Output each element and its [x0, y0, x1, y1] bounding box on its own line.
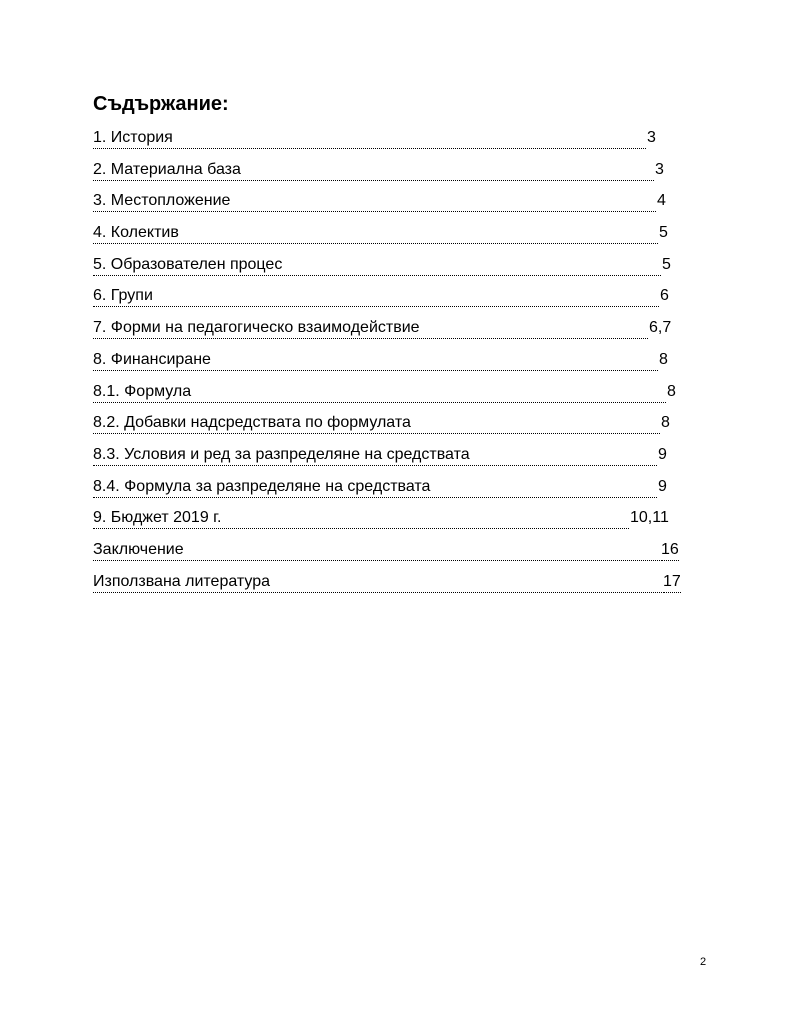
toc-entry[interactable]: [93, 350, 693, 382]
toc-entry[interactable]: [93, 128, 693, 160]
toc-entry-label[interactable]: 4. Колектив: [93, 223, 658, 244]
toc-entry-page: 16: [661, 540, 679, 561]
toc-entry-label[interactable]: 1. История: [93, 128, 646, 149]
table-of-contents: [93, 128, 693, 603]
toc-entry-label[interactable]: 8.2. Добавки надсредствата по формулата: [93, 413, 660, 434]
page-number: 2: [700, 956, 707, 968]
toc-entry[interactable]: [93, 286, 693, 318]
toc-entry-page: 3: [655, 160, 664, 178]
toc-title: Съдържание:: [93, 93, 229, 115]
toc-entry[interactable]: [93, 255, 693, 287]
toc-entry-label[interactable]: 8.4. Формула за разпределяне на средствата: [93, 477, 657, 498]
toc-entry-label[interactable]: 9. Бюджет 2019 г.: [93, 508, 629, 529]
toc-entry-page: 6: [660, 287, 669, 305]
toc-entry-label[interactable]: 2. Материална база: [93, 160, 654, 181]
toc-entry-page: 8: [659, 350, 668, 368]
toc-entry-page: 9: [658, 445, 667, 463]
toc-entry-page: 17: [663, 572, 681, 593]
toc-entry[interactable]: [93, 382, 693, 414]
toc-entry[interactable]: [93, 445, 693, 477]
toc-entry-label[interactable]: 8.1. Формула: [93, 382, 666, 403]
toc-entry[interactable]: [93, 318, 693, 350]
toc-entry-label[interactable]: 8. Финансиране: [93, 350, 658, 371]
toc-entry-page: 5: [659, 224, 668, 242]
toc-entry[interactable]: [93, 223, 693, 255]
toc-entry-label[interactable]: 7. Форми на педагогическо взаимодействие: [93, 318, 648, 339]
toc-entry-page: 8: [667, 382, 676, 400]
toc-entry-page: 4: [657, 192, 666, 210]
toc-entry[interactable]: [93, 540, 693, 572]
toc-entry-label[interactable]: Използвана литература: [93, 572, 662, 593]
toc-entry[interactable]: [93, 191, 693, 223]
toc-entry-page: 3: [647, 129, 656, 146]
toc-entry-page: 10,11: [630, 509, 669, 527]
toc-entry-label[interactable]: 8.3. Условия и ред за разпределяне на средствата: [93, 445, 657, 466]
toc-entry[interactable]: [93, 508, 693, 540]
toc-entry-page: 6,7: [649, 319, 672, 337]
toc-entry[interactable]: [93, 572, 693, 604]
toc-entry-page: 5: [662, 255, 671, 273]
toc-entry-page: 8: [661, 414, 670, 432]
toc-entry-page: 9: [658, 477, 667, 495]
toc-entry-label[interactable]: 6. Групи: [93, 286, 659, 307]
toc-entry-label[interactable]: 5. Образователен процес: [93, 255, 661, 276]
toc-entry-label[interactable]: 3. Местопложение: [93, 191, 656, 212]
toc-entry-label[interactable]: Заключение: [93, 540, 660, 561]
toc-entry[interactable]: [93, 477, 693, 509]
toc-entry[interactable]: [93, 160, 693, 192]
toc-entry[interactable]: [93, 413, 693, 445]
